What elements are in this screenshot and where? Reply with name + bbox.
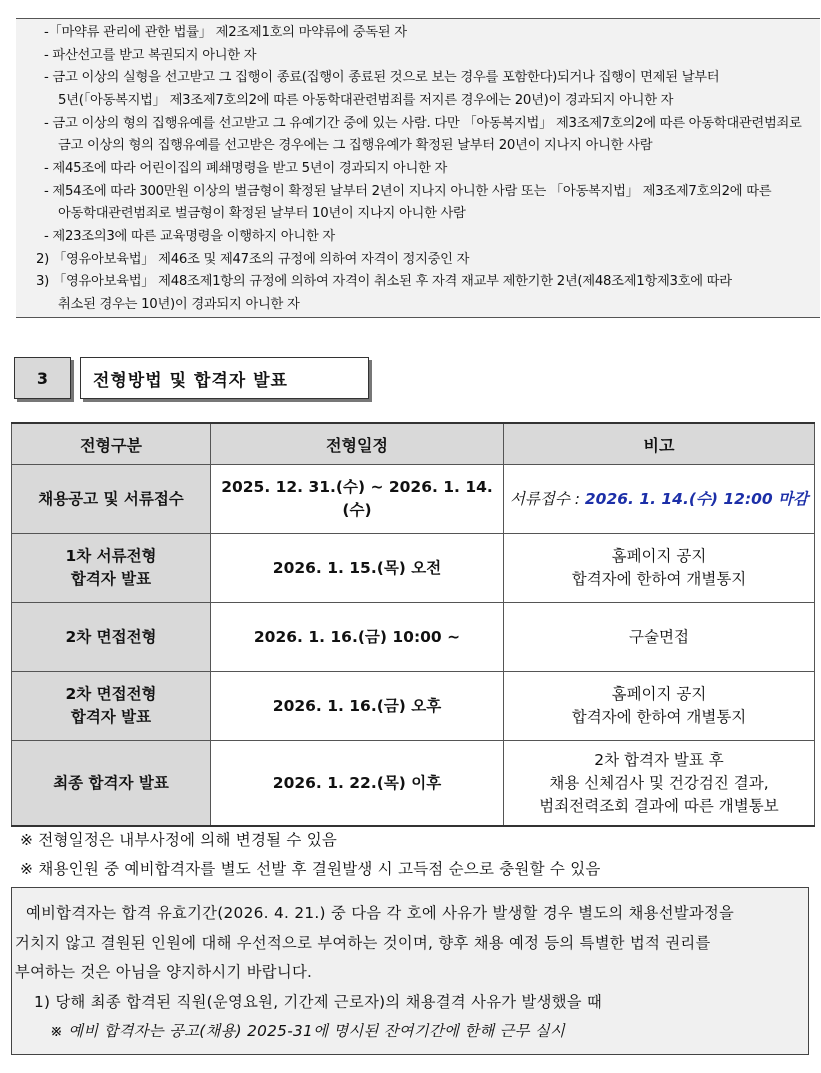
disq-line: - 제23조의3에 따른 교육명령을 이행하지 아니한 자: [44, 229, 335, 244]
reserve-notice-box: [11, 887, 809, 1055]
stage-text: 2차 면접전형: [65, 685, 157, 703]
schedule-table: [11, 422, 815, 827]
stage-text: 합격자 발표: [70, 570, 152, 588]
reserve-line: 1) 당해 최종 합격된 직원(운영요원, 기간제 근로자)의 채용결격 사유가 발생했을 때: [34, 993, 603, 1011]
disq-line: 금고 이상의 형의 집행유예를 선고받은 경우에는 그 집행유예가 확정된 날부터 20년이 지나지 아니한 사람: [58, 138, 653, 153]
disq-line: 5년(「아동복지법」 제3조제7호의2에 따른 아동학대관련범죄를 저지른 경우에는 20년)이 경과되지 아니한 자: [58, 93, 674, 108]
date-cell: 2026. 1. 16.(금) 오후: [211, 672, 504, 741]
note-text: 홈페이지 공지: [611, 685, 707, 703]
disq-line: -「마약류 관리에 관한 법률」 제2조제1호의 마약류에 중독된 자: [44, 25, 407, 40]
table-row: [12, 603, 815, 672]
stage-cell: 2차 면접전형: [12, 603, 211, 672]
disqualification-box: [16, 18, 820, 318]
table-row: [12, 534, 815, 603]
stage-cell: 최종 합격자 발표: [12, 741, 211, 827]
footnote: ※ 전형일정은 내부사정에 의해 변경될 수 있음: [20, 831, 338, 849]
date-cell: 2026. 1. 22.(목) 이후: [211, 741, 504, 827]
disq-line: - 제45조에 따라 어린이집의 폐쇄명령을 받고 5년이 경과되지 아니한 자: [44, 161, 448, 176]
disq-line: 취소된 경우는 10년)이 경과되지 아니한 자: [58, 297, 300, 312]
date-cell: 2026. 1. 15.(목) 오전: [211, 534, 504, 603]
column-header: 전형구분: [12, 423, 211, 465]
note-text: 2차 합격자 발표 후: [594, 750, 724, 769]
table-header-row: [12, 423, 815, 465]
table-row: [12, 672, 815, 741]
section-title: 전형방법 및 합격자 발표: [80, 357, 369, 399]
note-cell: [504, 465, 815, 534]
column-header: 비고: [504, 423, 815, 465]
note-cell: [504, 672, 815, 741]
disq-line: 아동학대관련범죄로 벌금형이 확정된 날부터 10년이 지나지 아니한 사람: [58, 206, 466, 221]
stage-cell: [12, 672, 211, 741]
note-cell: [504, 534, 815, 603]
note-text: 합격자에 한하여 개별통지: [571, 708, 747, 726]
stage-cell: [12, 534, 211, 603]
note-text: 합격자에 한하여 개별통지: [571, 570, 747, 588]
section-number: 3: [14, 357, 71, 399]
stage-text: 합격자 발표: [70, 708, 152, 726]
reserve-note: ※ 예비 합격자는 공고(채용) 2025-31에 명시된 잔여기간에 한해 근무 실시: [50, 1022, 566, 1040]
note-text: 채용 신체검사 및 건강검진 결과,: [549, 773, 769, 792]
disq-line: 2) 「영유아보육법」 제46조 및 제47조의 규정에 의하여 자격이 정지중인 자: [36, 252, 470, 267]
note-text: 범죄전력조회 결과에 따른 개별통보: [539, 796, 779, 815]
reserve-line: 부여하는 것은 아님을 양지하시기 바랍니다.: [15, 963, 313, 981]
date-cell: 2026. 1. 16.(금) 10:00 ~: [211, 603, 504, 672]
stage-text: 1차 서류전형: [65, 547, 157, 565]
deadline-highlight: 2026. 1. 14.(수) 12:00 마감: [584, 489, 809, 508]
reserve-line: 예비합격자는 합격 유효기간(2026. 4. 21.) 중 다음 각 호에 사유가 발생할 경우 별도의 채용선발과정을: [26, 904, 735, 922]
table-row: [12, 741, 815, 827]
stage-cell: 채용공고 및 서류접수: [12, 465, 211, 534]
table-row: [12, 465, 815, 534]
disq-line: - 금고 이상의 형의 집행유예를 선고받고 그 유예기간 중에 있는 사람. 다만 「아동복지법」 제3조제7호의2에 따른 아동학대관련범죄로: [44, 116, 802, 131]
note-text: 홈페이지 공지: [611, 547, 707, 565]
note-cell: 구술면접: [504, 603, 815, 672]
disq-line: - 금고 이상의 실형을 선고받고 그 집행이 종료(집행이 종료된 것으로 보는 경우를 포함한다)되거나 집행이 면제된 날부터: [44, 70, 720, 85]
reserve-line: 거치지 않고 결원된 인원에 대해 우선적으로 부여하는 것이며, 향후 채용 예정 등의 특별한 법적 권리를: [15, 934, 711, 952]
note-cell: [504, 741, 815, 827]
disq-line: 3) 「영유아보육법」 제48조제1항의 규정에 의하여 자격이 취소된 후 자격 재교부 제한기한 2년(제48조제1항제3호에 따라: [36, 274, 732, 289]
disq-line: - 제54조에 따라 300만원 이상의 벌금형이 확정된 날부터 2년이 지나지 아니한 사람 또는 「아동복지법」 제3조제7호의2에 따른: [44, 184, 772, 199]
footnote: ※ 채용인원 중 예비합격자를 별도 선발 후 결원발생 시 고득점 순으로 충원할 수 있음: [20, 860, 601, 878]
date-cell: 2025. 12. 31.(수) ~ 2026. 1. 14.(수): [211, 465, 504, 534]
disq-line: - 파산선고를 받고 복권되지 아니한 자: [44, 48, 257, 63]
column-header: 전형일정: [211, 423, 504, 465]
note-text: 서류접수 :: [509, 489, 585, 508]
